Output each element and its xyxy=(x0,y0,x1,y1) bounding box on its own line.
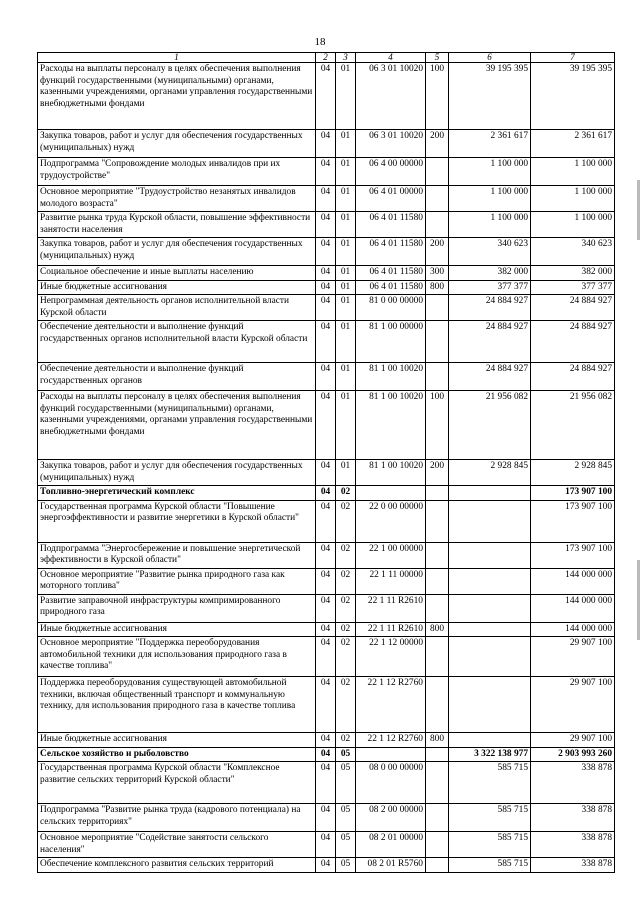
row-name: Подпрограмма "Сопровождение молодых инвалидов при их трудоустройстве" xyxy=(38,158,316,186)
row-target-article: 08 0 00 00000 xyxy=(356,762,426,804)
row-sum-2: 1 100 000 xyxy=(531,158,615,186)
row-name: Государственная программа Курской области "Комплексное развитие сельских территорий Курской области" xyxy=(38,762,316,804)
row-expense-type: 100 xyxy=(426,391,449,460)
row-expense-type xyxy=(426,363,449,391)
row-expense-type: 200 xyxy=(426,460,449,486)
row-target-article: 06 4 01 11580 xyxy=(356,212,426,238)
row-section-code: 04 xyxy=(316,637,336,677)
row-sum-1 xyxy=(449,500,531,542)
row-subsection-code: 02 xyxy=(336,568,356,594)
row-expense-type xyxy=(426,212,449,238)
row-subsection-code: 01 xyxy=(336,280,356,294)
row-name: Поддержка переоборудования существующей автомобильной техники, включая общественный транспорт и коммунальную технику, для использования природного газа в качестве топлива xyxy=(38,677,316,733)
row-target-article: 22 1 12 R2760 xyxy=(356,677,426,733)
row-expense-type xyxy=(426,858,449,872)
row-sum-1: 585 715 xyxy=(449,858,531,872)
row-name: Подпрограмма "Энергосбережение и повышение энергетической эффективности в Курской области" xyxy=(38,542,316,568)
table-row xyxy=(38,186,615,212)
row-name: Иные бюджетные ассигнования xyxy=(38,280,316,294)
row-section-code: 04 xyxy=(316,500,336,542)
row-section-code: 04 xyxy=(316,762,336,804)
table-row xyxy=(38,804,615,832)
row-section-code: 04 xyxy=(316,832,336,858)
table-row xyxy=(38,130,615,158)
table-row xyxy=(38,280,615,294)
header-cell: 5 xyxy=(426,53,449,63)
table-row xyxy=(38,677,615,733)
table-row xyxy=(38,858,615,872)
row-target-article: 22 1 11 00000 xyxy=(356,568,426,594)
row-sum-1: 3 322 138 977 xyxy=(449,747,531,761)
row-expense-type: 200 xyxy=(426,130,449,158)
row-name: Обеспечение деятельности и выполнение функций государственных органов исполнительной власти Курской области xyxy=(38,321,316,363)
row-target-article: 81 1 00 00000 xyxy=(356,321,426,363)
row-sum-2: 2 361 617 xyxy=(531,130,615,158)
row-subsection-code: 01 xyxy=(336,130,356,158)
row-sum-2: 144 000 000 xyxy=(531,568,615,594)
header-cell: 7 xyxy=(531,53,615,63)
row-target-article: 06 4 01 11580 xyxy=(356,266,426,280)
row-name: Иные бюджетные ассигнования xyxy=(38,622,316,636)
row-name: Иные бюджетные ассигнования xyxy=(38,733,316,747)
row-section-code: 04 xyxy=(316,363,336,391)
row-expense-type xyxy=(426,832,449,858)
row-sum-2: 382 000 xyxy=(531,266,615,280)
row-target-article: 81 1 00 10020 xyxy=(356,391,426,460)
row-name: Закупка товаров, работ и услуг для обеспечения государственных (муниципальных) нужд xyxy=(38,130,316,158)
row-sum-2: 1 100 000 xyxy=(531,186,615,212)
table-row xyxy=(38,594,615,622)
row-name: Непрограммная деятельность органов исполнительной власти Курской области xyxy=(38,295,316,321)
row-section-code: 04 xyxy=(316,486,336,500)
row-expense-type xyxy=(426,486,449,500)
header-cell: 6 xyxy=(449,53,531,63)
row-sum-1: 2 928 845 xyxy=(449,460,531,486)
table-row xyxy=(38,762,615,804)
row-target-article: 22 1 12 R2760 xyxy=(356,733,426,747)
table-row xyxy=(38,266,615,280)
row-sum-2: 24 884 927 xyxy=(531,295,615,321)
row-expense-type xyxy=(426,500,449,542)
row-sum-1 xyxy=(449,594,531,622)
row-subsection-code: 02 xyxy=(336,622,356,636)
row-expense-type xyxy=(426,637,449,677)
table-row xyxy=(38,460,615,486)
row-expense-type xyxy=(426,677,449,733)
table-row xyxy=(38,832,615,858)
row-name: Основное мероприятие "Развитие рынка природного газа как моторного топлива" xyxy=(38,568,316,594)
table-row xyxy=(38,637,615,677)
row-subsection-code: 01 xyxy=(336,321,356,363)
row-sum-2: 21 956 082 xyxy=(531,391,615,460)
row-sum-1: 585 715 xyxy=(449,804,531,832)
row-expense-type xyxy=(426,747,449,761)
row-expense-type xyxy=(426,542,449,568)
row-name: Социальное обеспечение и иные выплаты населению xyxy=(38,266,316,280)
row-name: Развитие заправочной инфраструктуры компримированного природного газа xyxy=(38,594,316,622)
row-target-article: 22 1 11 R2610 xyxy=(356,622,426,636)
row-expense-type: 300 xyxy=(426,266,449,280)
row-section-code: 04 xyxy=(316,186,336,212)
row-sum-2: 1 100 000 xyxy=(531,212,615,238)
row-sum-1 xyxy=(449,486,531,500)
row-sum-1: 1 100 000 xyxy=(449,186,531,212)
row-subsection-code: 02 xyxy=(336,677,356,733)
row-section-code: 04 xyxy=(316,460,336,486)
table-row xyxy=(38,733,615,747)
row-name: Закупка товаров, работ и услуг для обеспечения государственных (муниципальных) нужд xyxy=(38,460,316,486)
row-expense-type xyxy=(426,186,449,212)
row-subsection-code: 02 xyxy=(336,500,356,542)
row-sum-2: 24 884 927 xyxy=(531,363,615,391)
row-section-code: 04 xyxy=(316,733,336,747)
row-section-code: 04 xyxy=(316,63,336,130)
row-section-code: 04 xyxy=(316,321,336,363)
row-section-code: 04 xyxy=(316,622,336,636)
table-row xyxy=(38,212,615,238)
row-subsection-code: 01 xyxy=(336,295,356,321)
row-expense-type xyxy=(426,568,449,594)
row-target-article: 22 0 00 00000 xyxy=(356,500,426,542)
row-section-code: 04 xyxy=(316,391,336,460)
header-cell: 1 xyxy=(38,53,316,63)
row-target-article: 06 4 01 11580 xyxy=(356,238,426,266)
row-expense-type: 800 xyxy=(426,622,449,636)
row-subsection-code: 01 xyxy=(336,363,356,391)
row-sum-2: 338 878 xyxy=(531,804,615,832)
row-target-article: 22 1 00 00000 xyxy=(356,542,426,568)
row-subsection-code: 01 xyxy=(336,63,356,130)
row-sum-1: 585 715 xyxy=(449,762,531,804)
row-name: Основное мероприятие "Поддержка переоборудования автомобильной техники для использования природного газа в качестве топлива" xyxy=(38,637,316,677)
row-sum-1: 39 195 395 xyxy=(449,63,531,130)
row-section-code: 04 xyxy=(316,158,336,186)
row-sum-2: 39 195 395 xyxy=(531,63,615,130)
row-expense-type xyxy=(426,762,449,804)
row-sum-1: 24 884 927 xyxy=(449,363,531,391)
row-expense-type xyxy=(426,321,449,363)
table-row xyxy=(38,321,615,363)
row-sum-1 xyxy=(449,637,531,677)
row-sum-1: 340 623 xyxy=(449,238,531,266)
row-sum-1: 585 715 xyxy=(449,832,531,858)
row-section-code: 04 xyxy=(316,295,336,321)
row-sum-1 xyxy=(449,733,531,747)
table-row xyxy=(38,363,615,391)
row-target-article: 81 1 00 10020 xyxy=(356,460,426,486)
row-name: Сельское хозяйство и рыболовство xyxy=(38,747,316,761)
row-subsection-code: 01 xyxy=(336,266,356,280)
row-subsection-code: 01 xyxy=(336,158,356,186)
row-sum-2: 173 907 100 xyxy=(531,542,615,568)
table-row xyxy=(38,158,615,186)
row-name: Основное мероприятие "Трудоустройство незанятых инвалидов молодого возраста" xyxy=(38,186,316,212)
row-sum-2: 338 878 xyxy=(531,858,615,872)
row-target-article: 08 2 01 R5760 xyxy=(356,858,426,872)
row-target-article: 81 1 00 10020 xyxy=(356,363,426,391)
row-expense-type: 100 xyxy=(426,63,449,130)
row-section-code: 04 xyxy=(316,677,336,733)
row-sum-1 xyxy=(449,677,531,733)
table-row xyxy=(38,238,615,266)
row-sum-2: 29 907 100 xyxy=(531,637,615,677)
row-sum-2: 340 623 xyxy=(531,238,615,266)
row-sum-1: 1 100 000 xyxy=(449,212,531,238)
table-row xyxy=(38,486,615,500)
row-target-article: 06 4 01 11580 xyxy=(356,280,426,294)
row-subsection-code: 02 xyxy=(336,542,356,568)
row-sum-1: 24 884 927 xyxy=(449,295,531,321)
row-name: Топливно-энергетический комплекс xyxy=(38,486,316,500)
row-section-code: 04 xyxy=(316,804,336,832)
row-target-article xyxy=(356,747,426,761)
header-cell: 4 xyxy=(356,53,426,63)
table-row xyxy=(38,63,615,130)
row-subsection-code: 01 xyxy=(336,391,356,460)
row-subsection-code: 02 xyxy=(336,733,356,747)
row-expense-type: 200 xyxy=(426,238,449,266)
table-row xyxy=(38,542,615,568)
row-subsection-code: 05 xyxy=(336,747,356,761)
row-target-article: 06 3 01 10020 xyxy=(356,63,426,130)
table-row xyxy=(38,747,615,761)
row-target-article: 08 2 01 00000 xyxy=(356,832,426,858)
row-section-code: 04 xyxy=(316,212,336,238)
row-sum-1: 21 956 082 xyxy=(449,391,531,460)
row-section-code: 04 xyxy=(316,568,336,594)
row-subsection-code: 02 xyxy=(336,486,356,500)
row-name: Обеспечение деятельности и выполнение функций государственных органов xyxy=(38,363,316,391)
row-target-article: 81 0 00 00000 xyxy=(356,295,426,321)
row-sum-1: 24 884 927 xyxy=(449,321,531,363)
row-subsection-code: 02 xyxy=(336,637,356,677)
row-sum-2: 2 903 993 260 xyxy=(531,747,615,761)
row-expense-type: 800 xyxy=(426,280,449,294)
row-sum-2: 29 907 100 xyxy=(531,677,615,733)
row-expense-type xyxy=(426,158,449,186)
row-sum-1: 382 000 xyxy=(449,266,531,280)
row-target-article: 06 4 01 00000 xyxy=(356,186,426,212)
table-row xyxy=(38,391,615,460)
table-row xyxy=(38,568,615,594)
row-sum-2: 377 377 xyxy=(531,280,615,294)
row-sum-1 xyxy=(449,542,531,568)
row-subsection-code: 01 xyxy=(336,186,356,212)
row-subsection-code: 02 xyxy=(336,594,356,622)
row-target-article: 08 2 00 00000 xyxy=(356,804,426,832)
row-section-code: 04 xyxy=(316,130,336,158)
page-number: 18 xyxy=(314,36,326,48)
row-sum-1: 377 377 xyxy=(449,280,531,294)
row-section-code: 04 xyxy=(316,266,336,280)
row-target-article: 22 1 11 R2610 xyxy=(356,594,426,622)
row-name: Закупка товаров, работ и услуг для обеспечения государственных (муниципальных) нужд xyxy=(38,238,316,266)
row-section-code: 04 xyxy=(316,594,336,622)
row-expense-type xyxy=(426,295,449,321)
row-sum-1: 1 100 000 xyxy=(449,158,531,186)
row-section-code: 04 xyxy=(316,280,336,294)
row-subsection-code: 01 xyxy=(336,238,356,266)
header-cell: 3 xyxy=(336,53,356,63)
row-section-code: 04 xyxy=(316,542,336,568)
row-sum-2: 2 928 845 xyxy=(531,460,615,486)
row-expense-type: 800 xyxy=(426,733,449,747)
row-sum-2: 338 878 xyxy=(531,762,615,804)
row-name: Расходы на выплаты персоналу в целях обеспечения выполнения функций государственными (муниципальными) органами, казенными учреждениями, органами управления государственными внебюджетными фондами xyxy=(38,63,316,130)
row-subsection-code: 05 xyxy=(336,804,356,832)
row-section-code: 04 xyxy=(316,238,336,266)
row-sum-2: 24 884 927 xyxy=(531,321,615,363)
row-subsection-code: 05 xyxy=(336,832,356,858)
table-row xyxy=(38,500,615,542)
row-sum-2: 29 907 100 xyxy=(531,733,615,747)
column-number-row xyxy=(38,53,615,63)
row-target-article: 06 4 00 00000 xyxy=(356,158,426,186)
table-row xyxy=(38,295,615,321)
row-target-article xyxy=(356,486,426,500)
row-name: Основное мероприятие "Содействие занятости сельского населения" xyxy=(38,832,316,858)
row-name: Расходы на выплаты персоналу в целях обеспечения выполнения функций государственными (муниципальными) органами, казенными учреждениями, органами управления государственными внебюджетными фондами xyxy=(38,391,316,460)
row-subsection-code: 05 xyxy=(336,762,356,804)
row-sum-2: 144 000 000 xyxy=(531,622,615,636)
row-subsection-code: 05 xyxy=(336,858,356,872)
row-name: Развитие рынка труда Курской области, повышение эффективности занятости населения xyxy=(38,212,316,238)
row-sum-2: 173 907 100 xyxy=(531,500,615,542)
row-sum-1 xyxy=(449,622,531,636)
row-expense-type xyxy=(426,594,449,622)
row-expense-type xyxy=(426,804,449,832)
row-target-article: 22 1 12 00000 xyxy=(356,637,426,677)
header-cell: 2 xyxy=(316,53,336,63)
row-sum-2: 144 000 000 xyxy=(531,594,615,622)
row-subsection-code: 01 xyxy=(336,460,356,486)
row-sum-2: 173 907 100 xyxy=(531,486,615,500)
row-name: Обеспечение комплексного развития сельских территорий xyxy=(38,858,316,872)
row-section-code: 04 xyxy=(316,858,336,872)
budget-table xyxy=(37,52,615,873)
row-sum-2: 338 878 xyxy=(531,832,615,858)
row-name: Государственная программа Курской области "Повышение энергоэффективности и развитие энергетики в Курской области" xyxy=(38,500,316,542)
row-sum-1: 2 361 617 xyxy=(449,130,531,158)
row-name: Подпрограмма "Развитие рынка труда (кадрового потенциала) на сельских территориях" xyxy=(38,804,316,832)
row-sum-1 xyxy=(449,568,531,594)
row-target-article: 06 3 01 10020 xyxy=(356,130,426,158)
row-subsection-code: 01 xyxy=(336,212,356,238)
row-section-code: 04 xyxy=(316,747,336,761)
table-row xyxy=(38,622,615,636)
